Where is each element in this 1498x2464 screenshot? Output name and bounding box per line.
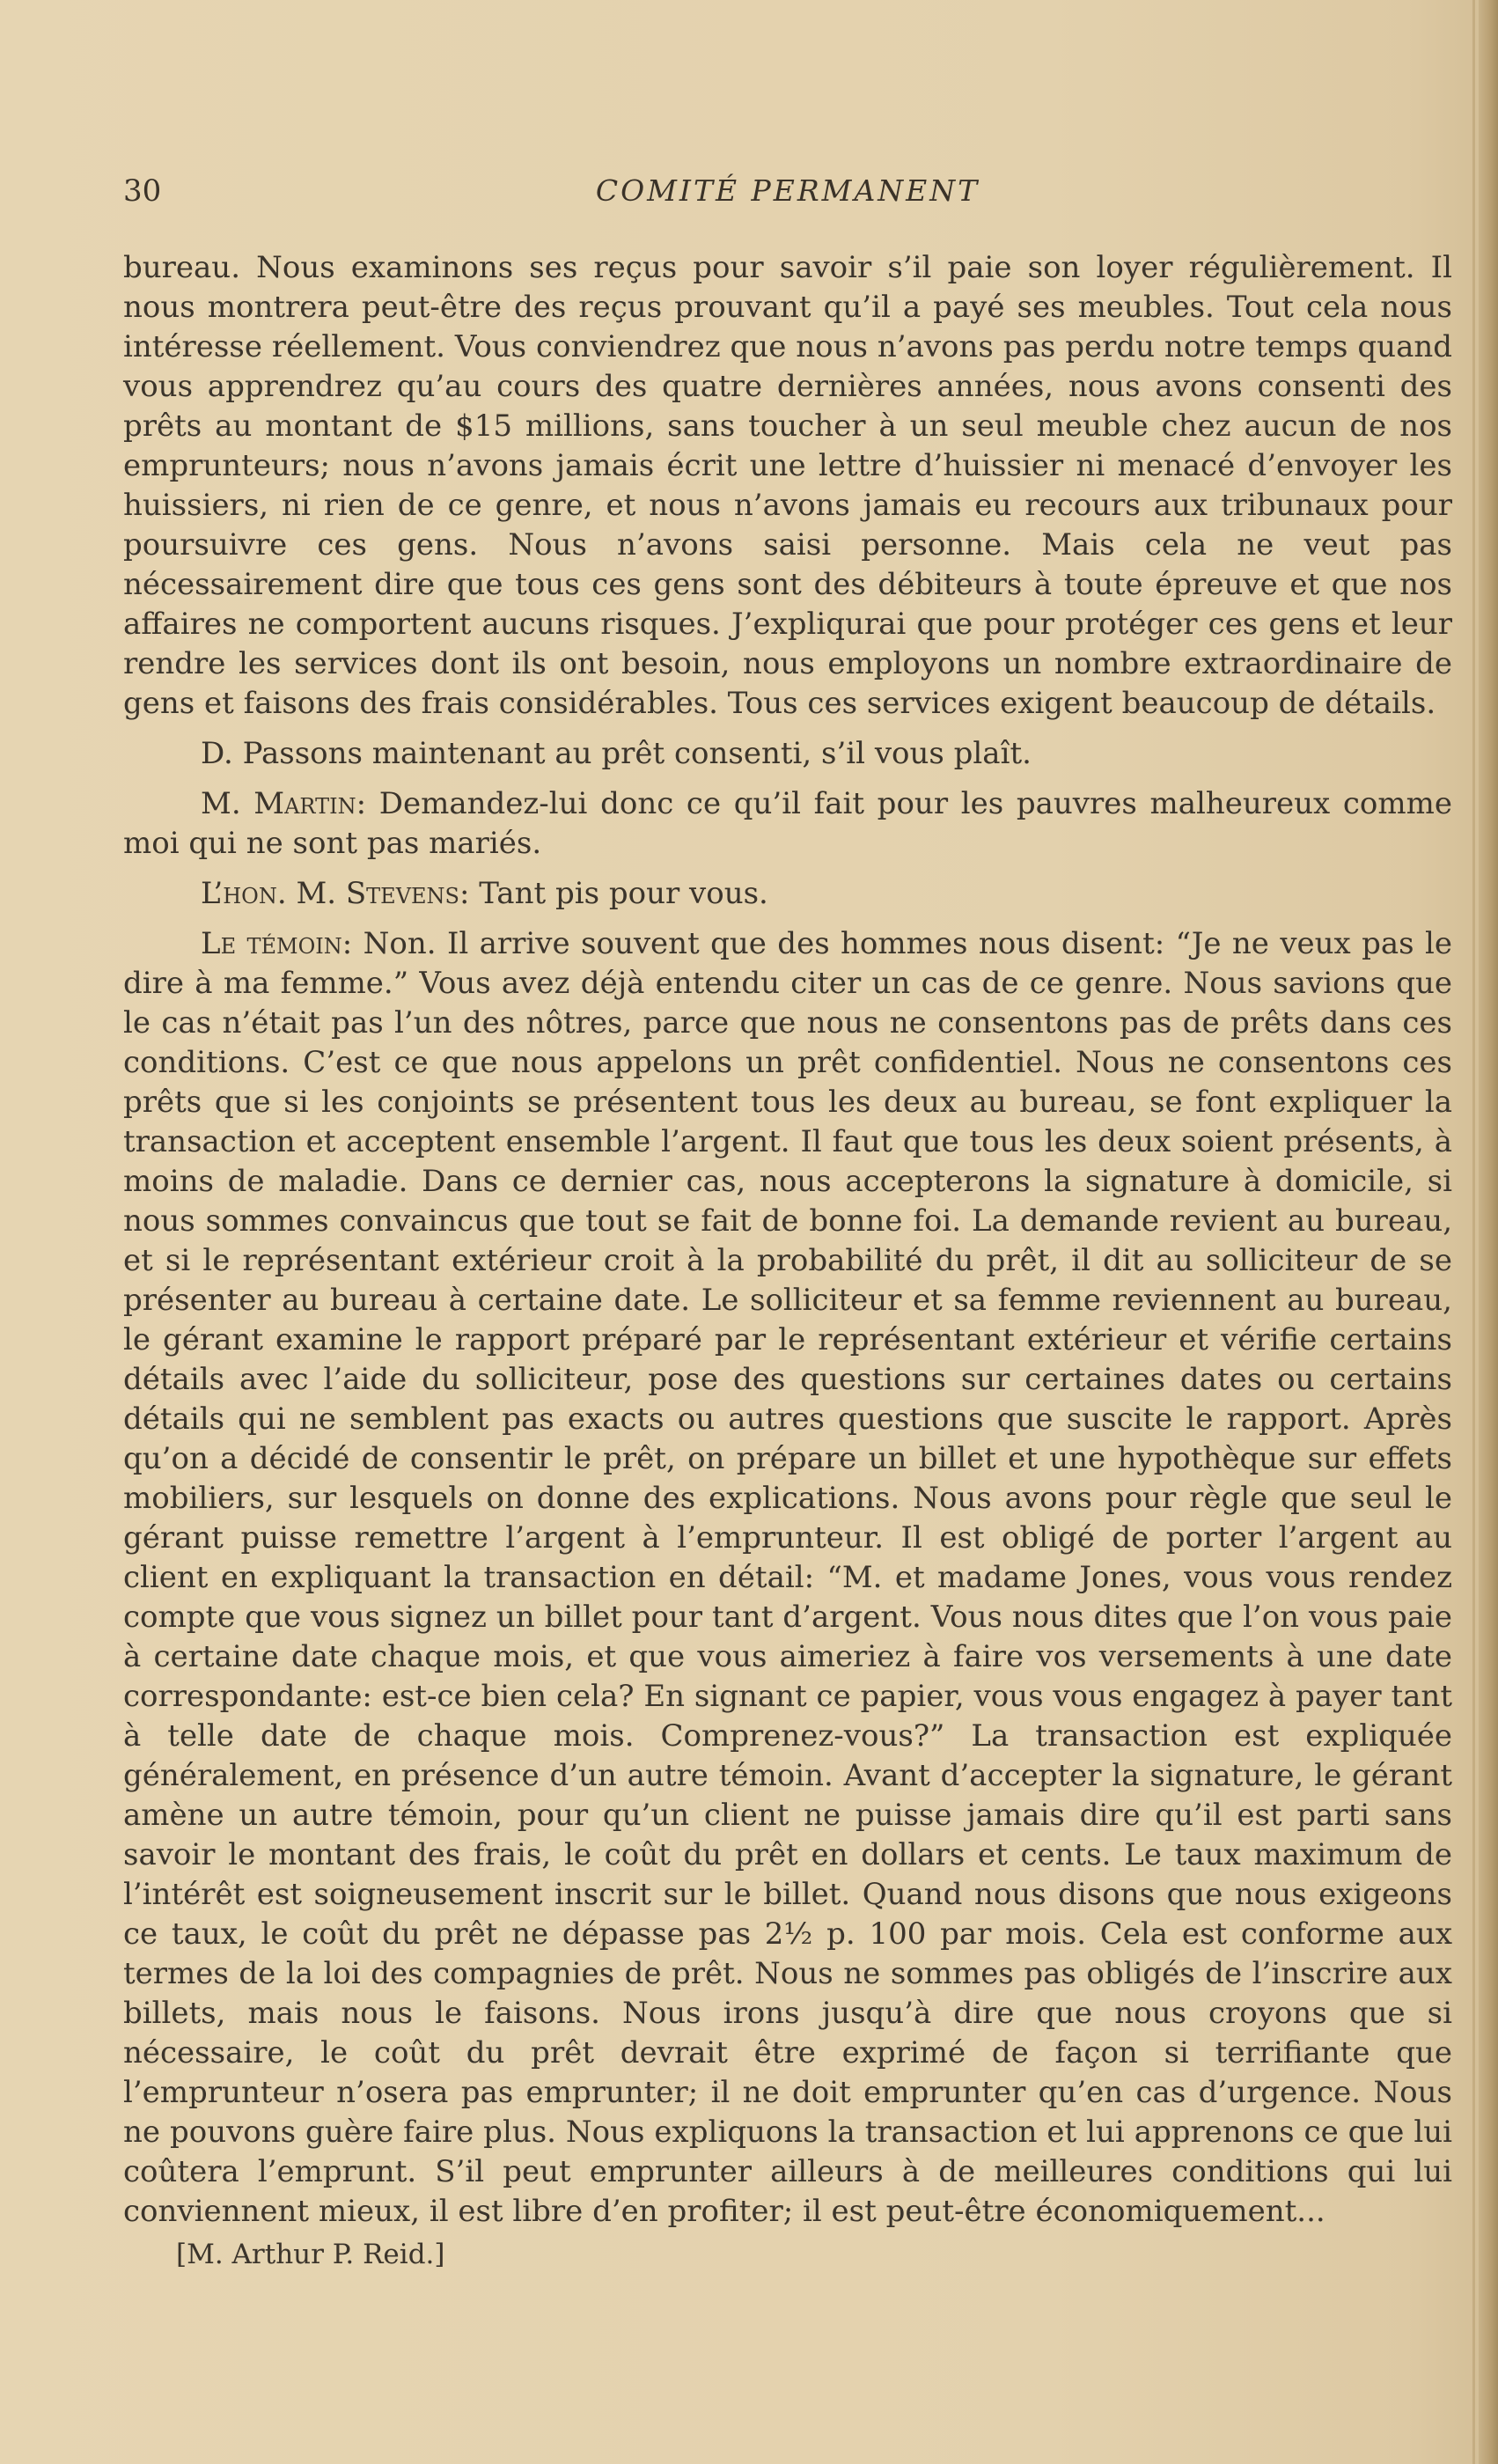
paragraph-5 xyxy=(123,924,1452,2232)
page-number: 30 xyxy=(123,173,162,209)
paragraph-2 xyxy=(123,734,1452,774)
body-text xyxy=(123,248,1452,2275)
paragraph-4 xyxy=(123,874,1452,914)
page-edge xyxy=(1479,0,1498,2464)
paragraph-5-text: Non. Il arrive souvent que des hommes nous disent: “Je ne veux pas le dire à ma femme.” Vous avez déjà entendu citer un cas de ce genre. Nous savions que le cas n’était pas l’un des nôtres, parce que nous ne consentons pas de prêts dans ces conditions. C’est ce que nous appelons un prêt confidentiel. Nous ne consentons ces prêts que si les conjoints se présentent tous les deux au bureau, se font expliquer la transaction et acceptent ensemble l’argent. Il faut que tous les deux soient présents, à moins de maladie. Dans ce dernier cas, nous accepterons la signature à domicile, si nous sommes convaincus que tout se fait de bonne foi. La demande revient au bureau, et si le représentant extérieur croit à la probabilité du prêt, il dit au solliciteur de se présenter au bureau à certaine date. Le solliciteur et sa femme reviennent au bureau, le gérant examine le rapport préparé par le représentant extérieur et vérifie certains détails avec l’aide du solliciteur, pose des questions sur certaines dates ou certains détails qui ne semblent pas exacts ou autres questions que suscite le rapport. Après qu’on a décidé de consentir le prêt, on prépare un billet et une hypothèque sur effets mobiliers, sur lesquels on donne des explications. Nous avons pour règle que seul le gérant puisse remettre l’argent à l’emprunteur. Il est obligé de porter l’argent au client en expliquant la transaction en détail: “M. et madame Jones, vous vous rendez compte que vous signez un billet pour tant d’argent. Vous nous dites que l’on vous paie à certaine date chaque mois, et que vous aimeriez à faire vos versements à une date correspondante: est-ce bien cela? En signant ce papier, vous vous engagez à payer tant à telle date de chaque mois. Comprenez-vous?” La transaction est expliquée généralement, en présence d’un autre témoin. Avant d’accepter la signature, le gérant amène un autre témoin, pour qu’un client ne puisse jamais dire qu’il est parti sans savoir le montant des frais, le coût du prêt en dollars et cents. Le taux maximum de l’intérêt est soigneusement inscrit sur le billet. Quand nous disons que nous exigeons ce taux, le coût du prêt ne dépasse pas 2½ p. 100 par mois. Cela est conforme aux termes de la loi des compagnies de prêt. Nous ne sommes pas obligés de l’inscrire aux billets, mais nous le faisons. Nous irons jusqu’à dire que nous croyons que si nécessaire, le coût du prêt devrait être exprimé de façon si terrifiante que l’emprunteur n’osera pas emprunter; il ne doit emprunter qu’en cas d’urgence. Nous ne pouvons guère faire plus. Nous expliquons la transaction et lui apprenons ce que lui coûtera l’emprunt. S’il peut emprunter ailleurs à de meilleures conditions qui lui conviennent mieux, il est libre d’en profiter; il est peut-être économiquement... xyxy=(123,926,1452,2229)
running-title: COMITÉ PERMANENT xyxy=(595,173,980,208)
paragraph-3 xyxy=(123,784,1452,864)
speaker-stevens: L’hon. M. Stevens: xyxy=(201,876,470,911)
paragraph-4-text: Tant pis pour vous. xyxy=(469,876,768,911)
paragraph-3-text: Demandez-lui donc ce qu’il fait pour les pauvres malheureux comme moi qui ne sont pas mariés. xyxy=(123,786,1452,861)
speaker-signoff: [M. Arthur P. Reid.] xyxy=(176,2239,445,2270)
paragraph-1 xyxy=(123,248,1452,724)
page-header xyxy=(123,173,1452,217)
speaker-temoin: Le témoin: xyxy=(201,926,353,961)
page-edge-line xyxy=(1472,0,1475,2464)
paragraph-1-text: bureau. Nous examinons ses reçus pour savoir s’il paie son loyer régulièrement. Il nous montrera peut-être des reçus prouvant qu’il a payé ses meubles. Tout cela nous intéresse réellement. Vous conviendrez que nous n’avons pas perdu notre temps quand vous apprendrez qu’au cours des quatre dernières années, nous avons consenti des prêts au montant de $15 millions, sans toucher à un seul meuble chez aucun de nos emprunteurs; nous n’avons jamais écrit une lettre d’huissier ni menacé d’envoyer les huissiers, ni rien de ce genre, et nous n’avons jamais eu recours aux tribunaux pour poursuivre ces gens. Nous n’avons saisi personne. Mais cela ne veut pas nécessairement dire que tous ces gens sont des débiteurs à toute épreuve et que nos affaires ne comportent aucuns risques. J’expliqurai que pour protéger ces gens et leur rendre les services dont ils ont besoin, nous employons un nombre extraordinaire de gens et faisons des frais considérables. Tous ces services exigent beaucoup de détails. xyxy=(123,250,1452,721)
speaker-martin: M. Martin: xyxy=(201,786,367,821)
paragraph-2-text: D. Passons maintenant au prêt consenti, s’il vous plaît. xyxy=(201,736,1032,771)
